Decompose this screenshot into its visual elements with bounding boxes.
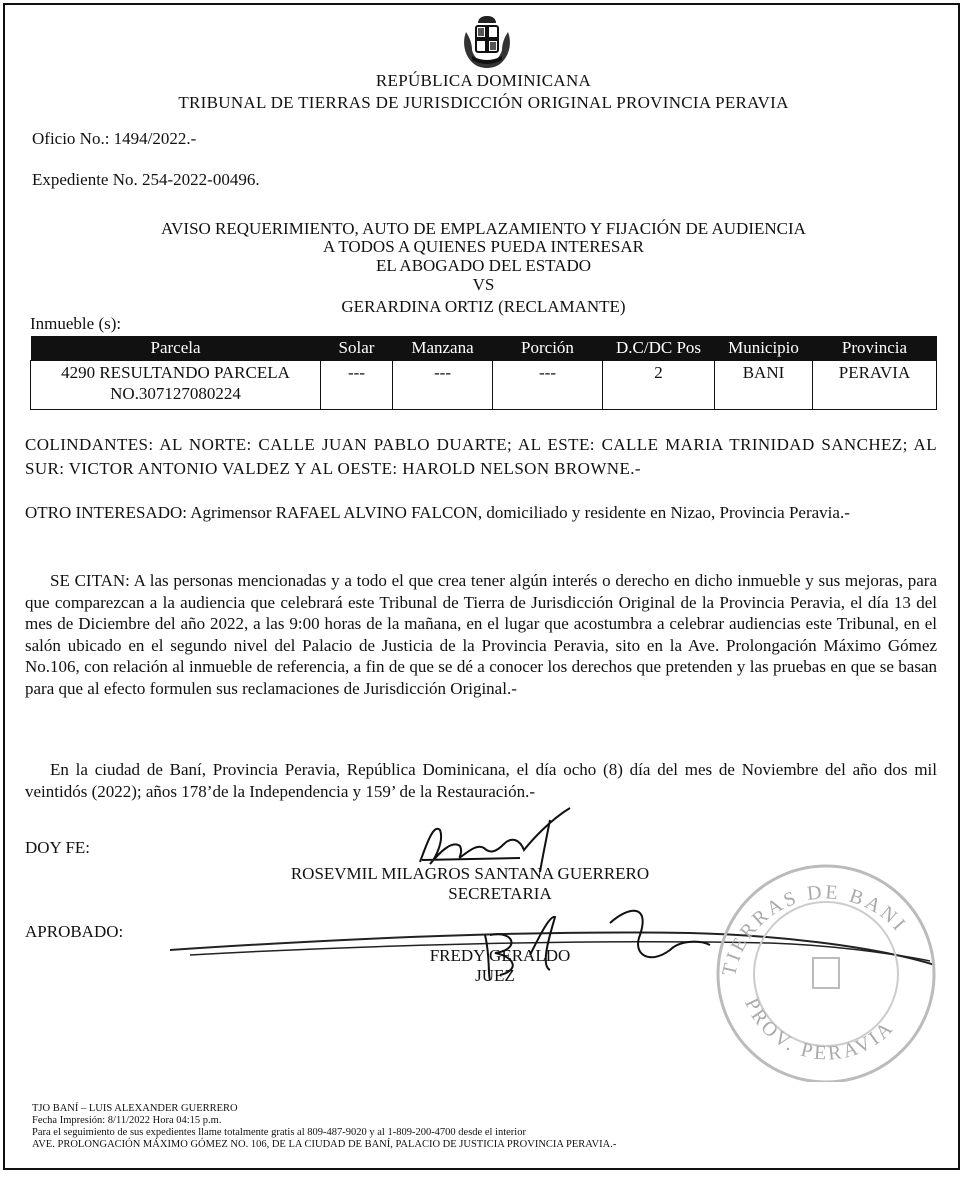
doy-fe-label: DOY FE:: [25, 838, 91, 857]
footer: [32, 1103, 616, 1151]
coat-of-arms-icon: [458, 14, 516, 70]
ciudad-text: En la ciudad de Baní, Provincia Peravia, República Dominicana, el día ocho (8) día del mes de Noviembre del año dos mil veintidós (2022); años 178’de la Independencia y 159’ de la Restauración.-: [25, 760, 937, 801]
footer-line-3: Para el seguimiento de sus expedientes llame totalmente gratis al 809-487-9020 y al 1-809-200-4700 desde el interior: [32, 1127, 526, 1138]
cell-dc: 2: [603, 361, 715, 410]
otro-interesado-paragraph: OTRO INTERESADO: Agrimensor RAFAEL ALVINO FALCON, domiciliado y residente en Nizao, Provincia Peravia.-: [25, 503, 850, 522]
juez-name: FREDY GERALDO: [429, 946, 571, 965]
svg-text:PROV. PERAVIA: [740, 995, 899, 1065]
col-manzana: Manzana: [393, 336, 493, 361]
col-porcion: Porción: [493, 336, 603, 361]
notice-title-line-4: VS: [472, 275, 495, 294]
court-seal-icon: [705, 862, 945, 1082]
footer-line-4: AVE. PROLONGACIÓN MÁXIMO GÓMEZ NO. 106, DE LA CIUDAD DE BANÍ, PALACIO DE JUSTICIA PROVINCIA PERAVIA.-: [32, 1139, 617, 1150]
inmueble-table: [30, 336, 937, 410]
seal-top-text: TIERRAS DE BANI: [718, 881, 912, 979]
cell-parcela: [31, 361, 321, 410]
court-heading: TRIBUNAL DE TIERRAS DE JURISDICCIÓN ORIGINAL PROVINCIA PERAVIA: [178, 93, 789, 112]
oficio-number: Oficio No.: 1494/2022.-: [32, 129, 197, 148]
secretaria-name: ROSEVMIL MILAGROS SANTANA GUERRERO: [290, 864, 650, 883]
table-header-row: [31, 336, 937, 361]
parcela-line-2: NO.307127080224: [110, 384, 241, 403]
col-municipio: Municipio: [715, 336, 813, 361]
footer-line-1: TJO BANÍ – LUIS ALEXANDER GUERRERO: [32, 1103, 238, 1114]
col-parcela: Parcela: [31, 336, 321, 361]
juez-role: JUEZ: [475, 966, 515, 985]
cell-municipio: BANI: [715, 361, 813, 410]
expediente-number: Expediente No. 254-2022-00496.: [32, 170, 260, 189]
ciudad-paragraph: [25, 759, 937, 802]
aprobado-label: APROBADO:: [25, 922, 124, 941]
parcela-line-1: 4290 RESULTANDO PARCELA: [61, 363, 290, 382]
col-dc: D.C/DC Pos: [603, 336, 715, 361]
cell-provincia: PERAVIA: [813, 361, 937, 410]
col-provincia: Provincia: [813, 336, 937, 361]
notice-title-line-3: EL ABOGADO DEL ESTADO: [375, 256, 592, 275]
cell-manzana: ---: [393, 361, 493, 410]
inmueble-label: Inmueble (s):: [30, 314, 122, 333]
colindantes-paragraph: COLINDANTES: AL NORTE: CALLE JUAN PABLO DUARTE; AL ESTE: CALLE MARIA TRINIDAD SANCHEZ; AL SUR: VICTOR ANTONIO VALDEZ Y AL OESTE: HAROLD NELSON BROWNE.-: [25, 435, 937, 478]
table-row: [31, 361, 937, 410]
secretaria-role: SECRETARIA: [448, 884, 552, 903]
se-citan-text: SE CITAN: A las personas mencionadas y a todo el que crea tener algún interés o derecho en dicho inmueble y sus mejoras, para que comparezcan a la audiencia que celebrará este Tribunal de Tierra de Jurisdicción Original de la Provincia Peravia, el día 13 del mes de Diciembre del año 2022, a las 9:00 horas de la mañana, en el lugar que acostumbra a celebrar audiencias este Tribunal, en el salón ubicado en el segundo nivel del Palacio de Justicia de la Provincia Peravia, sito en la Ave. Prolongación Máximo Gómez No.106, con relación al inmueble de referencia, a fin de que se dé a conocer los derechos que pretenden y las pruebas en que se basan para que al efecto formulen sus reclamaciones de Jurisdicción Original.-: [25, 571, 937, 698]
notice-title-line-5: GERARDINA ORTIZ (RECLAMANTE): [341, 297, 626, 316]
se-citan-paragraph: [25, 570, 937, 700]
cell-porcion: ---: [493, 361, 603, 410]
footer-line-2: Fecha Impresión: 8/11/2022 Hora 04:15 p.m.: [32, 1115, 222, 1126]
seal-bottom-text: PROV. PERAVIA: [740, 994, 899, 1065]
notice-title-line-1: AVISO REQUERIMIENTO, AUTO DE EMPLAZAMIENTO Y FIJACIÓN DE AUDIENCIA: [161, 219, 806, 238]
notice-title-line-2: A TODOS A QUIENES PUEDA INTERESAR: [323, 237, 644, 256]
country-heading: REPÚBLICA DOMINICANA: [375, 71, 592, 90]
col-solar: Solar: [321, 336, 393, 361]
cell-solar: ---: [321, 361, 393, 410]
